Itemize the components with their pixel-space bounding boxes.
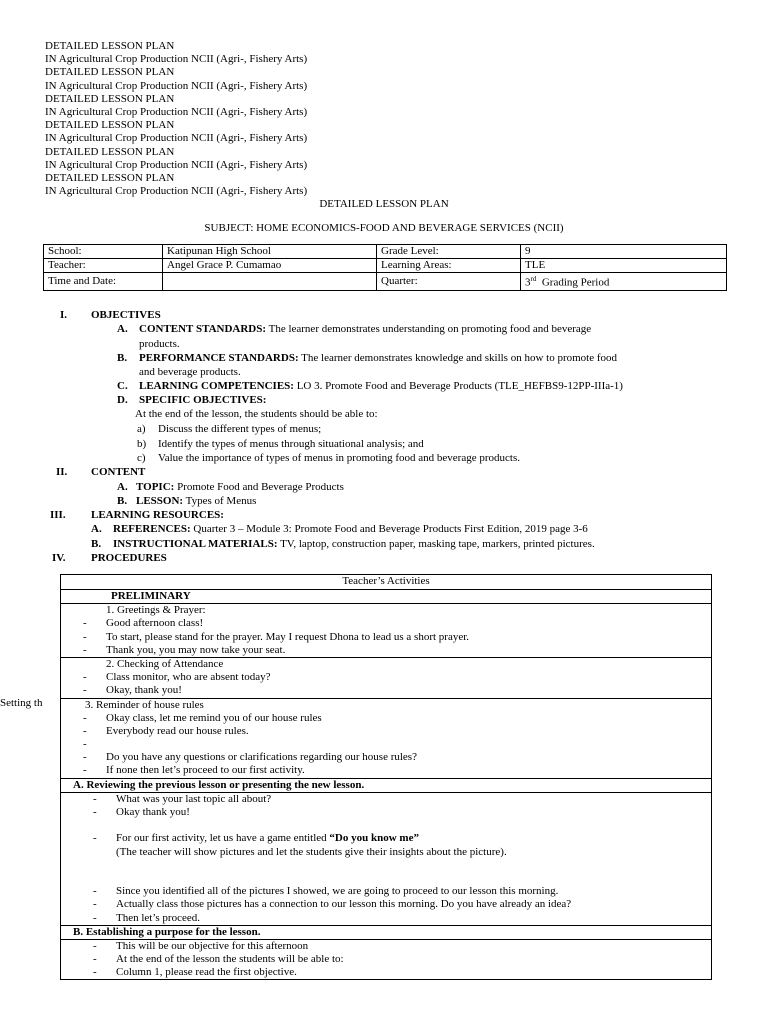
list-item: - At the end of the lesson the students will be able to: bbox=[93, 953, 344, 966]
reviewing-section bbox=[61, 793, 711, 926]
list-item: - Class monitor, who are absent today? bbox=[83, 671, 271, 684]
lesson: LESSON: Types of Menus bbox=[136, 495, 257, 507]
attendance-section bbox=[61, 658, 711, 699]
teacher-label: Teacher: bbox=[44, 259, 163, 273]
list-item: - Do you have any questions or clarifications regarding our house rules? bbox=[83, 751, 417, 764]
house-rules-section bbox=[61, 699, 711, 779]
quarter-number: 3 bbox=[525, 276, 531, 289]
objective-mark: a) bbox=[137, 423, 146, 435]
subject-line: SUBJECT: HOME ECONOMICS-FOOD AND BEVERAGE SERVICES (NCII) bbox=[204, 222, 564, 234]
side-label: Setting th bbox=[0, 697, 43, 709]
list-item: - Thank you, you may now take your seat. bbox=[83, 643, 286, 656]
header-line: DETAILED LESSON PLAN bbox=[45, 171, 175, 184]
objective-mark: c) bbox=[137, 452, 146, 464]
references: REFERENCES: Quarter 3 – Module 3: Promote Food and Beverage Products First Edition, 2019 page 3-6 bbox=[113, 523, 588, 535]
table-row bbox=[44, 273, 727, 291]
header-line: IN Agricultural Crop Production NCII (Agri-, Fishery Arts) bbox=[45, 105, 308, 118]
resources-num: III. bbox=[50, 509, 66, 521]
reviewing-heading-row bbox=[61, 779, 711, 793]
procedures-heading: PROCEDURES bbox=[91, 552, 167, 564]
topic-letter: A. bbox=[117, 481, 128, 493]
list-item: - bbox=[83, 738, 87, 751]
specific-objectives-label: SPECIFIC OBJECTIVES: bbox=[139, 394, 267, 406]
greetings-title: 1. Greetings & Prayer: bbox=[106, 604, 206, 617]
specific-objectives: D. bbox=[117, 394, 128, 406]
header-line: DETAILED LESSON PLAN bbox=[45, 92, 175, 105]
objectives-num: I. bbox=[60, 309, 68, 321]
objective-mark: b) bbox=[137, 438, 147, 450]
list-item: - Okay, thank you! bbox=[83, 684, 182, 697]
procedures-num: IV. bbox=[52, 552, 66, 564]
lesson-letter: B. bbox=[117, 495, 128, 507]
header-line: IN Agricultural Crop Production NCII (Agri-, Fishery Arts) bbox=[45, 79, 308, 92]
content-standards-text: CONTENT STANDARDS: The learner demonstrates understanding on promoting food and beverage bbox=[139, 323, 592, 335]
list-item: - Since you identified all of the pictures I showed, we are going to proceed to our lesson this morning. bbox=[93, 885, 559, 898]
time-label: Time and Date: bbox=[44, 273, 163, 291]
header-line: IN Agricultural Crop Production NCII (Agri-, Fishery Arts) bbox=[45, 132, 308, 145]
teacher-value: Angel Grace P. Cumamao bbox=[163, 259, 377, 273]
house-rules-title: 3. Reminder of house rules bbox=[85, 698, 204, 711]
list-item: - For our first activity, let us have a game entitled “Do you know me” bbox=[93, 832, 419, 845]
procedures-table bbox=[60, 574, 712, 980]
time-value bbox=[163, 273, 377, 291]
quarter-text: Grading Period bbox=[541, 276, 610, 289]
performance-standards-cont: and beverage products. bbox=[139, 366, 241, 378]
attendance-title: 2. Checking of Attendance bbox=[106, 657, 224, 670]
header-line: IN Agricultural Crop Production NCII (Agri-, Fishery Arts) bbox=[45, 53, 308, 66]
table-row bbox=[44, 259, 727, 273]
materials-letter: B. bbox=[91, 538, 102, 550]
spacer bbox=[61, 859, 711, 872]
header-lines bbox=[45, 40, 307, 198]
materials: INSTRUCTIONAL MATERIALS: TV, laptop, construction paper, masking tape, markers, printed pictures. bbox=[113, 538, 595, 550]
header-line: DETAILED LESSON PLAN bbox=[45, 145, 175, 158]
table-row bbox=[44, 245, 727, 259]
page-title: DETAILED LESSON PLAN bbox=[319, 198, 449, 210]
spacer bbox=[61, 872, 711, 885]
header-line: DETAILED LESSON PLAN bbox=[45, 66, 175, 79]
quarter-value bbox=[521, 273, 727, 291]
specific-objectives-intro: At the end of the lesson, the students should be able to: bbox=[135, 408, 378, 420]
objective-item: Discuss the different types of menus; bbox=[158, 423, 322, 435]
preliminary-section bbox=[61, 590, 711, 604]
list-item: - Then let’s proceed. bbox=[93, 911, 200, 924]
content-num: II. bbox=[56, 466, 68, 478]
list-item: - Okay class, let me remind you of our house rules bbox=[83, 711, 322, 724]
content-heading: CONTENT bbox=[91, 466, 146, 478]
quarter-sup: rd bbox=[530, 275, 537, 283]
resources-heading: LEARNING RESOURCES: bbox=[91, 509, 224, 521]
quarter-label: Quarter: bbox=[377, 273, 521, 291]
topic: TOPIC: Promote Food and Beverage Products bbox=[136, 481, 344, 493]
list-item: - Good afternoon class! bbox=[83, 617, 204, 630]
references-letter: A. bbox=[91, 523, 102, 535]
content-standards: A. bbox=[117, 323, 128, 335]
list-item: - What was your last topic all about? bbox=[93, 792, 272, 805]
header-line: DETAILED LESSON PLAN bbox=[45, 40, 175, 52]
grade-label: Grade Level: bbox=[377, 245, 521, 259]
list-item: - Actually class those pictures has a connection to our lesson this morning. Do you have already an idea? bbox=[93, 898, 572, 911]
spacer bbox=[61, 819, 711, 832]
performance-standards: B. bbox=[117, 352, 128, 364]
greetings-section bbox=[61, 604, 711, 658]
table-header: Teacher’s Activities bbox=[61, 575, 711, 590]
list-item: - If none then let’s proceed to our first activity. bbox=[83, 764, 305, 777]
objectives-heading: OBJECTIVES bbox=[91, 309, 161, 321]
list-item: - Column 1, please read the first objective. bbox=[93, 966, 297, 979]
school-label: School: bbox=[44, 245, 163, 259]
learning-competencies: C. bbox=[117, 380, 128, 392]
areas-label: Learning Areas: bbox=[377, 259, 521, 273]
header-line: IN Agricultural Crop Production NCII (Agri-, Fishery Arts) bbox=[45, 185, 308, 198]
list-item: - This will be our objective for this afternoon bbox=[93, 939, 309, 952]
reviewing-heading: A. Reviewing the previous lesson or presenting the new lesson. bbox=[73, 778, 365, 791]
purpose-heading: B. Establishing a purpose for the lesson. bbox=[73, 925, 261, 938]
list-item: - Okay thank you! bbox=[93, 806, 190, 818]
areas-value: TLE bbox=[521, 259, 727, 273]
info-table bbox=[43, 244, 727, 291]
list-item: - To start, please stand for the prayer. May I request Dhona to lead us a short prayer. bbox=[83, 630, 470, 643]
list-item: - Everybody read our house rules. bbox=[83, 724, 249, 737]
grade-value: 9 bbox=[521, 245, 727, 259]
objective-item: Identify the types of menus through situational analysis; and bbox=[158, 438, 424, 450]
performance-standards-text: PERFORMANCE STANDARDS: The learner demonstrates knowledge and skills on how to promote food bbox=[139, 352, 618, 364]
header-line: DETAILED LESSON PLAN bbox=[45, 119, 175, 132]
game-note: (The teacher will show pictures and let the students give their insights about the picture). bbox=[116, 845, 507, 858]
purpose-section bbox=[61, 940, 711, 981]
content-standards-cont: products. bbox=[139, 338, 180, 350]
objective-item: Value the importance of types of menus in promoting food and beverage products. bbox=[158, 452, 520, 464]
purpose-heading-row bbox=[61, 926, 711, 940]
preliminary-heading: PRELIMINARY bbox=[111, 590, 191, 602]
learning-competencies-text: LEARNING COMPETENCIES: LO 3. Promote Food and Beverage Products (TLE_HEFBS9-12PP-IIIa-1) bbox=[139, 380, 623, 392]
school-value: Katipunan High School bbox=[163, 245, 377, 259]
header-line: IN Agricultural Crop Production NCII (Agri-, Fishery Arts) bbox=[45, 158, 308, 171]
